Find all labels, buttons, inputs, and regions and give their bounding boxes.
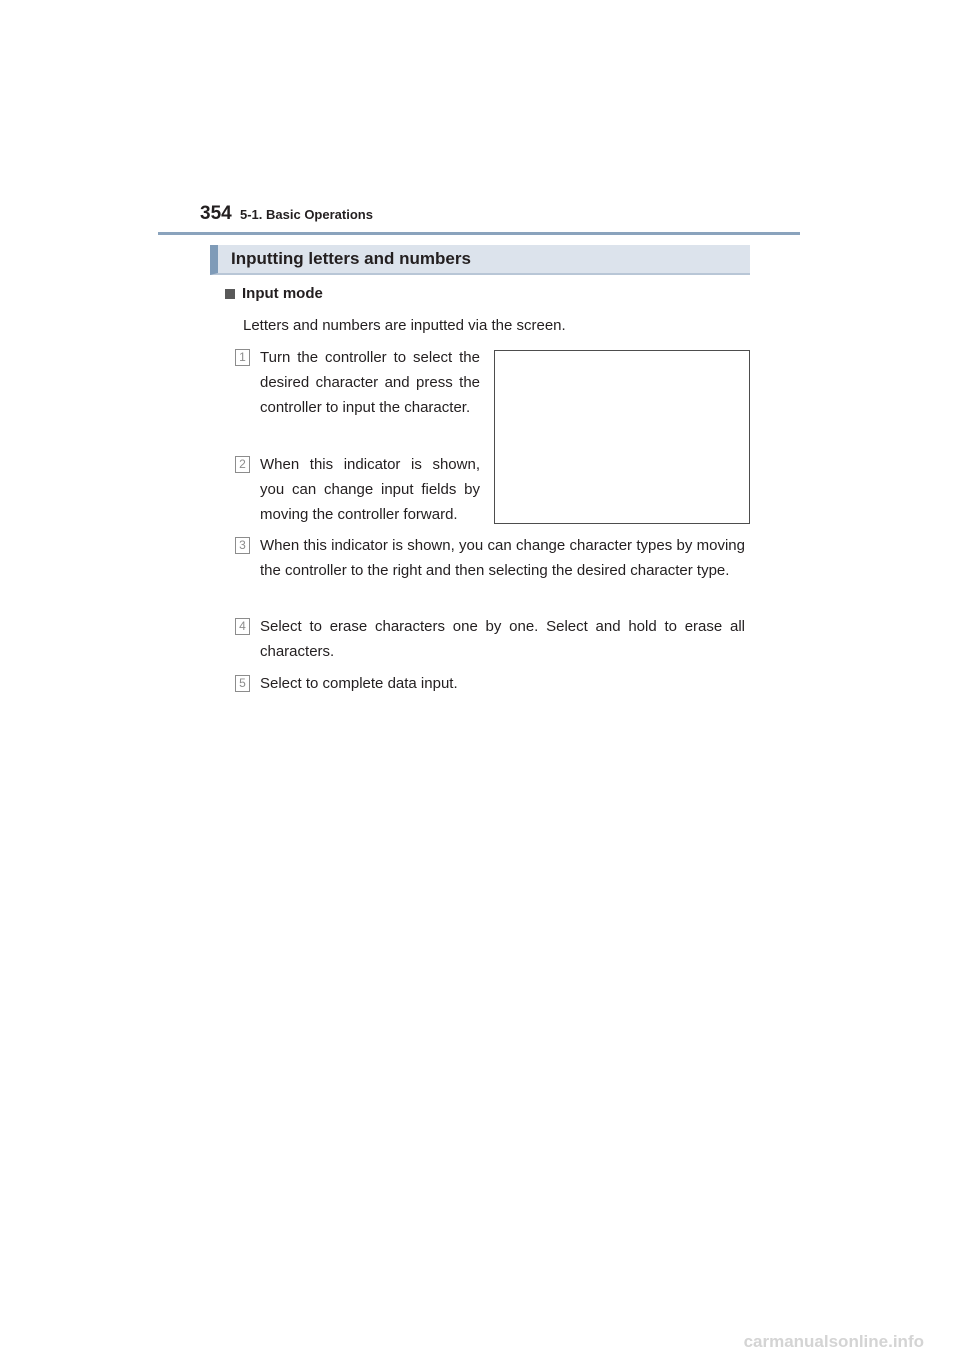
page-number: 354	[200, 203, 232, 224]
item-number-badge: 3	[235, 537, 250, 554]
screen-illustration	[494, 350, 750, 524]
chapter-title: 5-1. Basic Operations	[240, 207, 373, 222]
item-number-badge: 1	[235, 349, 250, 366]
footer-watermark: carmanualsonline.info	[743, 1332, 924, 1351]
item-text: Select to erase characters one by one. Select and hold to erase all characters.	[260, 618, 745, 660]
intro-text: Letters and numbers are inputted via the screen.	[243, 317, 566, 334]
item-text: When this indicator is shown, you can change character types by moving the controller to the right and then selecting the desired character type.	[260, 537, 745, 579]
subsection-title: Input mode	[242, 285, 323, 302]
item-text: Turn the controller to select the desired character and press the controller to input the character.	[260, 349, 480, 416]
item-number-badge: 2	[235, 456, 250, 473]
square-bullet-icon	[225, 289, 235, 299]
item-number-badge: 5	[235, 675, 250, 692]
item-text: When this indicator is shown, you can change input fields by moving the controller forward.	[260, 456, 480, 523]
header-divider	[158, 232, 800, 235]
subsection-heading	[225, 285, 323, 302]
section-heading-bar	[210, 245, 750, 275]
item-text: Select to complete data input.	[260, 675, 458, 692]
page-header	[200, 203, 373, 225]
section-title: Inputting letters and numbers	[231, 249, 471, 268]
item-number-badge: 4	[235, 618, 250, 635]
